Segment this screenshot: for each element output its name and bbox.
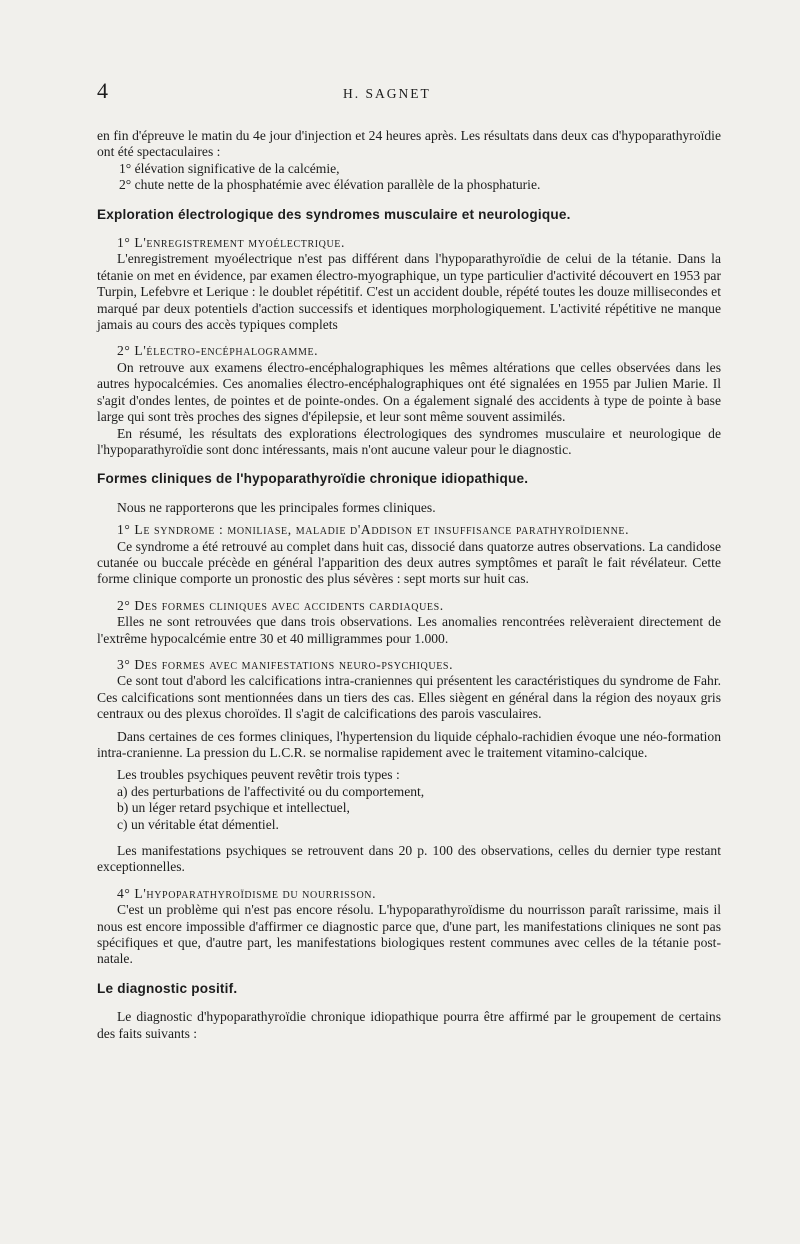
subsection-heading: 3° Des formes avec manifestations neuro-psychiques. <box>117 656 454 672</box>
paragraph: Le diagnostic d'hypoparathyroïdie chronique idiopathique pourra être affirmé par le groupement de certains des faits suivants : <box>97 1009 721 1041</box>
paragraph: On retrouve aux examens électro-encéphalographiques les mêmes altérations que celles observées dans les autres hypocalcémies. Ces anomalies électro-encéphalographiques ont été signalées en 1955 par Julien Marie. Il s'agit d'ondes lentes, de pointes et de pointe-ondes. On a également signalé des accidents à type de pointe à base large qui sont très proches des signes d'épilepsie, et leur sont même souvent assimilés. <box>97 359 721 425</box>
paragraph: Les troubles psychiques peuvent revêtir trois types : <box>117 767 400 783</box>
paragraph: 2° chute nette de la phosphatémie avec élévation parallèle de la phosphaturie. <box>119 177 541 193</box>
paragraph: c) un véritable état démentiel. <box>117 816 279 832</box>
paragraph: Nous ne rapporterons que les principales formes cliniques. <box>117 499 436 515</box>
section-heading: Exploration électrologique des syndromes musculaire et neurologique. <box>97 206 571 222</box>
subsection-heading: 1° L'enregistrement myoélectrique. <box>117 235 346 251</box>
section-heading: Formes cliniques de l'hypoparathyroïdie chronique idiopathique. <box>97 471 529 487</box>
paragraph: C'est un problème qui n'est pas encore résolu. L'hypoparathyroïdisme du nourrisson paraît rarissime, mais il nous est encore impossible d'affirmer ce diagnostic parce que, d'une part, les manifestations cliniques ne sont pas spécifiques et que, d'autre part, les manifestations biologiques restent communes avec celles de la tétanie post-natale. <box>97 902 721 967</box>
paragraph: Ce syndrome a été retrouvé au complet dans huit cas, dissocié dans quatorze autres observations. La candidose cutanée ou buccale précède en général l'apparition des deux autres symptômes et paraît le fait révélateur. Cette forme clinique comporte un pronostic des plus sévères : sept morts sur huit cas. <box>97 538 721 587</box>
paragraph: 1° élévation significative de la calcémie, <box>119 160 340 176</box>
paragraph: Dans certaines de ces formes cliniques, l'hypertension du liquide céphalo-rachidien évoque une néo-formation intra-cranienne. La pression du L.C.R. se normalise rapidement avec le traitement vitamino-calcique. <box>97 728 721 760</box>
body-text <box>97 128 721 1042</box>
subsection-heading: 2° L'électro-encéphalogramme. <box>117 343 319 359</box>
subsection-heading: 1° Le syndrome : moniliase, maladie d'Addison et insuffisance parathyroïdienne. <box>117 522 630 538</box>
paragraph: en fin d'épreuve le matin du 4e jour d'injection et 24 heures après. Les résultats dans deux cas d'hypoparathyroïdie ont été spectaculaires : <box>97 128 721 160</box>
subsection-heading: 4° L'hypoparathyroïdisme du nourrisson. <box>117 885 377 901</box>
paragraph: L'enregistrement myoélectrique n'est pas différent dans l'hypoparathyroïdie de celui de la tétanie. Dans la tétanie on met en évidence, par examen électro-myographique, un type particulier d'activité découvert en 1953 par Turpin, Lefebvre et Lerique : le doublet répétitif. C'est un accident double, répété toutes les douze millisecondes et marqué par deux potentiels d'action successifs et identiques morphologiquement. L'activité répétitive ne manque jamais au cours des accès typiques complets <box>97 251 721 333</box>
paragraph: b) un léger retard psychique et intellectuel, <box>117 800 350 816</box>
page-header <box>97 78 717 104</box>
paragraph: Ce sont tout d'abord les calcifications intra-craniennes qui présentent les caractéristiques du syndrome de Fahr. Ces calcifications sont mentionnées dans un tiers des cas. Elles siègent en général dans la région des noyaux gris centraux ou des plexus choroïdes. Il s'agit de calcifications des parois vasculaires. <box>97 673 721 722</box>
page-number: 4 <box>97 78 108 103</box>
running-head: H. SAGNET <box>343 86 431 101</box>
paragraph: a) des perturbations de l'affectivité ou du comportement, <box>117 783 425 799</box>
paragraph: Elles ne sont retrouvées que dans trois observations. Les anomalies rencontrées relèveraient directement de l'extrême hypocalcémie entre 30 et 40 milligrammes pour 1.000. <box>97 614 721 646</box>
paragraph: Les manifestations psychiques se retrouvent dans 20 p. 100 des observations, celles du dernier type restant exceptionnelles. <box>97 843 721 875</box>
paragraph: En résumé, les résultats des explorations électrologiques des syndromes musculaire et neurologique de l'hypoparathyroïdie sont donc intéressants, mais n'ont aucune valeur pour le diagnostic. <box>97 425 721 457</box>
subsection-heading: 2° Des formes cliniques avec accidents cardiaques. <box>117 597 444 613</box>
section-heading: Le diagnostic positif. <box>97 980 238 996</box>
